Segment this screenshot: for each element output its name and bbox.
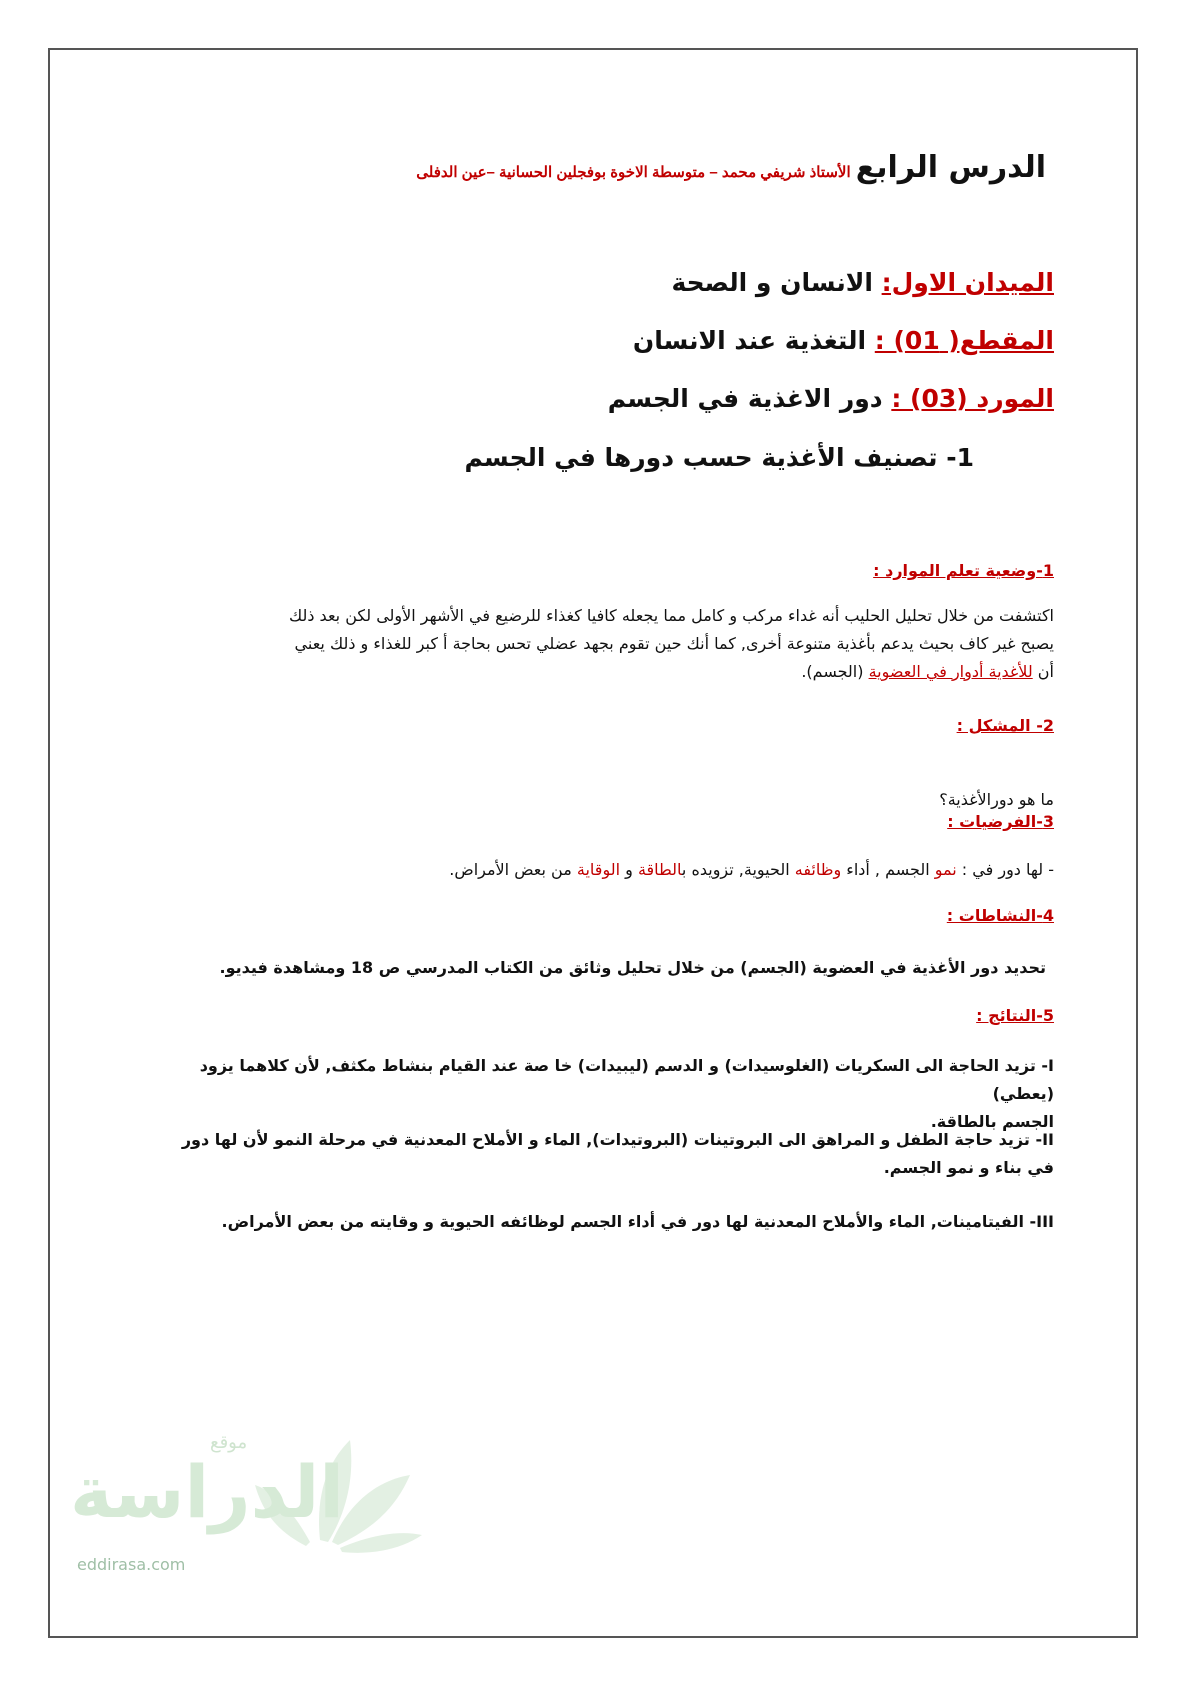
hyp-functions: وظائفه xyxy=(794,860,842,879)
hyp-part4: و xyxy=(620,860,638,879)
resource-value: دور الاغذية في الجسم xyxy=(607,384,883,413)
result1-line2: الجسم بالطاقة. xyxy=(930,1112,1054,1131)
section1-line3-start: أن xyxy=(1032,662,1054,681)
result1 xyxy=(150,1052,1054,1136)
section1-line3-end: (الجسم). xyxy=(801,662,869,681)
section1-line3 xyxy=(150,658,1054,686)
activities-text: تحديد دور الأغذية في العضوية (الجسم) من خلال تحليل وثائق من الكتاب المدرسي ص 18 ومشاهدة فيديو. xyxy=(219,958,1046,977)
hyp-growth: نمو xyxy=(934,860,957,879)
result2-line2: في بناء و نمو الجسم. xyxy=(883,1158,1054,1177)
section2-title: 2- المشكل : xyxy=(956,716,1054,735)
resource-line xyxy=(150,384,1054,413)
segment-value: التغذية عند الانسان xyxy=(632,326,867,355)
watermark-brand: الدراسة xyxy=(70,1450,344,1534)
hyp-part2: الجسم , أداء xyxy=(841,860,935,879)
watermark-url: eddirasa.com xyxy=(77,1555,186,1574)
section1-line1: اكتشفت من خلال تحليل الحليب أنه غداء مركب و كامل مما يجعله كافيا كغذاء للرضيع في الأشهر الأولى لكن بعد ذلك xyxy=(288,606,1054,625)
section1-paragraph xyxy=(150,602,1054,686)
section5-title: 5-النتائج : xyxy=(976,1006,1054,1025)
topic-text: 1- تصنيف الأغذية حسب دورها في الجسم xyxy=(464,443,974,472)
hypotheses-text xyxy=(150,856,1054,884)
result3: III- الفيتامينات, الماء والأملاح المعدنية لها دور في أداء الجسم لوظائفه الحيوية و وقايته من بعض الأمراض. xyxy=(221,1212,1054,1231)
resource-label: المورد (03) : xyxy=(891,384,1054,413)
topic-title xyxy=(150,443,1054,472)
hyp-energy: الطاقة xyxy=(637,860,682,879)
section3-title: 3-الفرضيات : xyxy=(947,812,1054,831)
section4-title: 4-النشاطات : xyxy=(946,906,1054,925)
field-value: الانسان و الصحة xyxy=(671,268,873,297)
author-line: الأستاذ شريفي محمد – متوسطة الاخوة بوفجلين الحسانية –عين الدفلى xyxy=(416,164,851,181)
hyp-part1: - لها دور في : xyxy=(956,860,1054,879)
hyp-prevention: الوقاية xyxy=(576,860,621,879)
section1-highlight: للأغدية أدوار في العضوية xyxy=(868,662,1033,681)
problem-text: ما هو دورالأغذية؟ xyxy=(939,790,1054,809)
lesson-title: الدرس الرابع xyxy=(855,150,1046,185)
field-line xyxy=(150,268,1054,297)
field-label: الميدان الاول: xyxy=(881,268,1054,297)
segment-line xyxy=(150,326,1054,355)
result2-line1: II- تزيد حاجة الطفل و المراهق الى البروتينات (البروتيدات), الماء و الأملاح المعدنية في مرحلة النمو لأن لها دور xyxy=(181,1130,1054,1149)
watermark-small-text: موقع xyxy=(210,1432,248,1453)
document-header xyxy=(150,150,1054,185)
hyp-part5: من بعض الأمراض. xyxy=(449,860,577,879)
segment-label: المقطع( 01) : xyxy=(874,326,1054,355)
hyp-part3: الحيوية, تزويده ب xyxy=(681,860,795,879)
result2 xyxy=(150,1126,1054,1182)
result1-line1: I- تزيد الحاجة الى السكريات (الغلوسيدات) و الدسم (ليبيدات) خا صة عند القيام بنشاط مكثف, لأن كلاهما يزود (يعطي) xyxy=(199,1056,1054,1103)
section1-line2: يصبح غير كاف بحيث يدعم بأغذية متنوعة أخرى, كما أنك حين تقوم بجهد عضلي تحس بحاجة أ كبر للغذاء و ذلك يعني xyxy=(294,634,1054,653)
section1-title: 1-وضعية تعلم الموارد : xyxy=(873,561,1054,580)
